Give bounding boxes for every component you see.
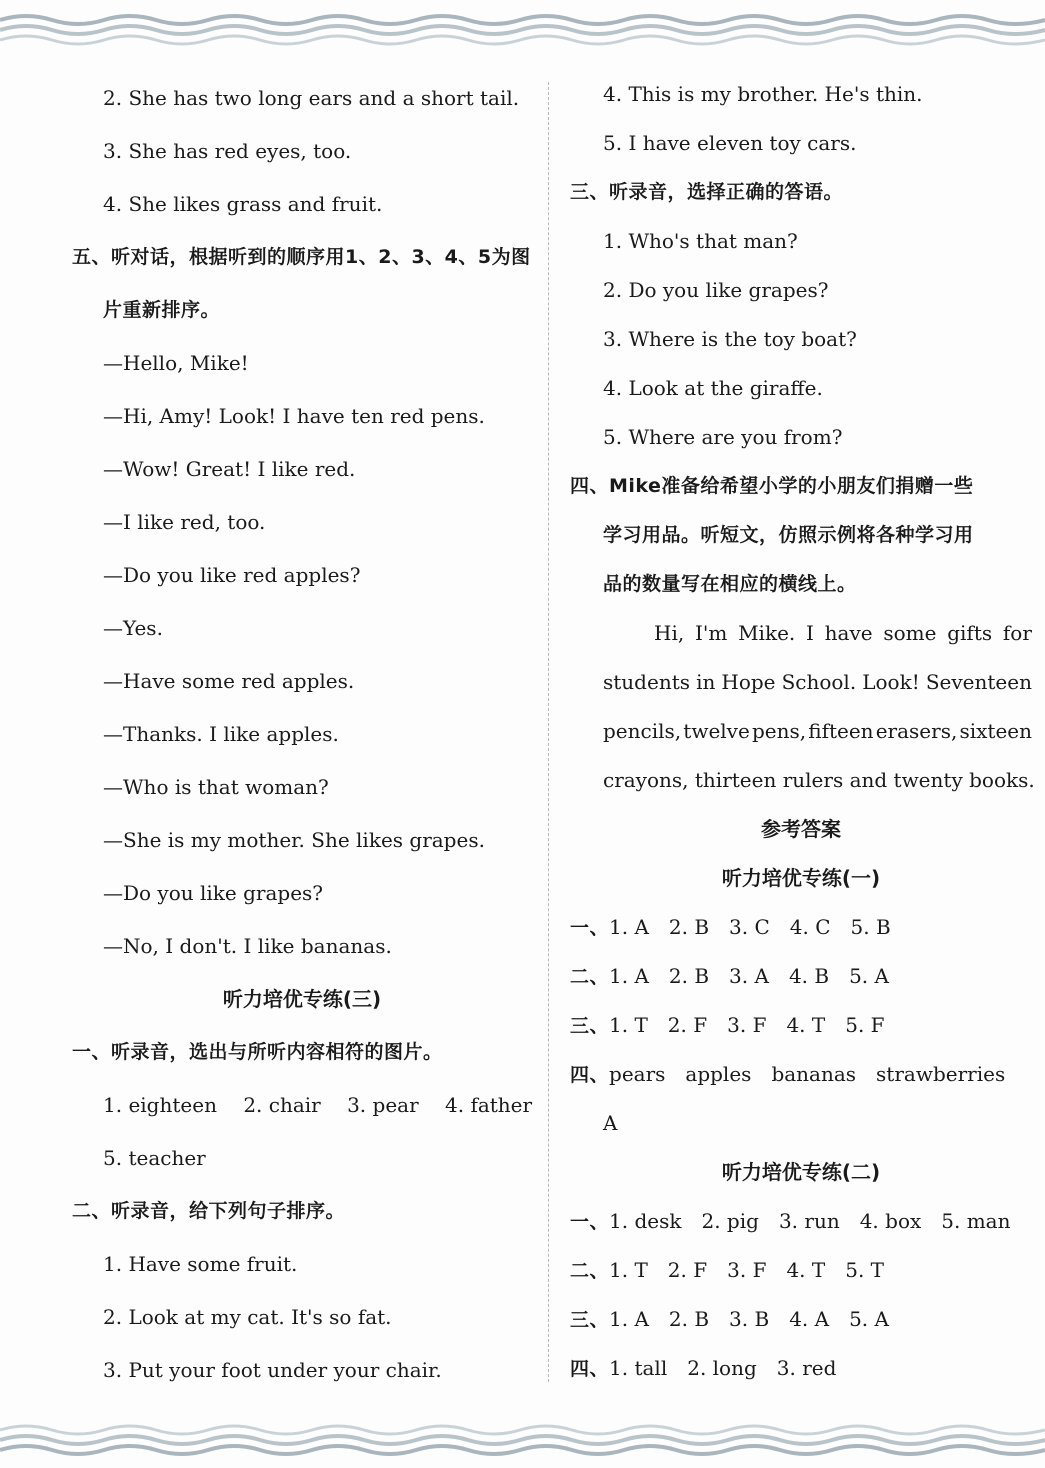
- dialogue-line: —I like red, too.: [103, 510, 266, 534]
- text-line: 2. Look at my cat. It's so fat.: [103, 1305, 392, 1329]
- dialogue-line: —Who is that woman?: [103, 775, 329, 799]
- text-line: 2. She has two long ears and a short tail.: [103, 86, 520, 110]
- text-line: 4. This is my brother. He's thin.: [603, 82, 923, 106]
- passage-word: students: [603, 670, 691, 694]
- answer-item: 3. pear: [347, 1093, 419, 1117]
- section-title: 听力培优专练(三): [222, 987, 382, 1011]
- section-title: 听力培优专练(二): [721, 1160, 881, 1184]
- passage-line: crayons, thirteen rulers and twenty books.: [603, 768, 1035, 792]
- answer-row: [72, 1079, 532, 1132]
- answer-item: 1. tall: [609, 1356, 668, 1380]
- answer-row: [570, 1001, 1032, 1050]
- passage-word: Seventeen: [925, 670, 1032, 694]
- answer-item: 1. eighteen: [103, 1093, 217, 1117]
- text-line: 3. She has red eyes, too.: [103, 139, 352, 163]
- question-heading: 一、听录音，选出与所听内容相符的图片。: [72, 1041, 443, 1063]
- passage-word: sixteen: [959, 719, 1032, 743]
- passage-word: gifts: [947, 621, 993, 645]
- text-line: 1. Who's that man?: [603, 229, 798, 253]
- question-heading: 片重新排序。: [103, 299, 221, 321]
- text-line: 2. Do you like grapes?: [603, 278, 829, 302]
- text-line: 4. Look at the giraffe.: [603, 376, 823, 400]
- row-label: 二、: [570, 1260, 610, 1282]
- column-divider: [548, 82, 549, 1382]
- passage-word: in: [696, 670, 716, 694]
- passage-word: for: [1002, 621, 1032, 645]
- answer-item: 2. B: [668, 1307, 710, 1331]
- dialogue-line: —Yes.: [103, 616, 163, 640]
- answer-item: 4. A: [789, 1307, 830, 1331]
- answer-item: 3. B: [729, 1307, 770, 1331]
- answer-item: 5. teacher: [103, 1146, 206, 1170]
- passage-word: pens,: [751, 719, 807, 743]
- answer-row: [570, 903, 1032, 952]
- answer-item: pears: [609, 1062, 666, 1086]
- row-label: 一、: [570, 1211, 610, 1233]
- answer-row: [570, 1344, 1032, 1393]
- dialogue-line: —Wow! Great! I like red.: [103, 457, 356, 481]
- answer-item: 5. A: [849, 1307, 889, 1331]
- answer-item: 4. box: [859, 1209, 922, 1233]
- answer-item: 2. F: [667, 1258, 708, 1282]
- answer-item: 5. man: [941, 1209, 1011, 1233]
- answer-item: 5. T: [845, 1258, 885, 1282]
- passage-word: pencils,: [603, 719, 682, 743]
- answer-item: 2. long: [687, 1356, 757, 1380]
- dialogue-line: —Hi, Amy! Look! I have ten red pens.: [103, 404, 485, 428]
- passage-word: have: [824, 621, 873, 645]
- answer-item: apples: [685, 1062, 752, 1086]
- passage-word: erasers,: [875, 719, 958, 743]
- answer-item: bananas: [771, 1062, 857, 1086]
- answer-item: strawberries: [876, 1062, 1006, 1086]
- answer-item: 2. B: [668, 964, 710, 988]
- answer-item: 5. F: [845, 1013, 885, 1037]
- passage-word: School.: [781, 670, 857, 694]
- passage-line: [570, 658, 1032, 707]
- row-label: 四、: [570, 1064, 610, 1086]
- dialogue-line: —Do you like grapes?: [103, 881, 324, 905]
- row-label: 一、: [570, 917, 610, 939]
- answer-item: 3. red: [776, 1356, 837, 1380]
- question-heading: 二、听录音，给下列句子排序。: [72, 1200, 346, 1222]
- answer-item: 1. T: [609, 1258, 648, 1282]
- answer-item: 1. T: [609, 1013, 648, 1037]
- passage-word: Hope: [721, 670, 776, 694]
- answer-item: 3. C: [729, 915, 770, 939]
- answer-item: 2. chair: [243, 1093, 321, 1117]
- row-label: 四、: [570, 1358, 610, 1380]
- text-line: 1. Have some fruit.: [103, 1252, 298, 1276]
- question-heading: 学习用品。听短文，仿照示例将各种学习用: [603, 524, 974, 546]
- answer-item: 3. run: [778, 1209, 840, 1233]
- answer-item: 4. C: [789, 915, 831, 939]
- answer-item: 3. F: [727, 1013, 767, 1037]
- text-line: 5. Where are you from?: [603, 425, 843, 449]
- answer-item: 1. A: [609, 915, 649, 939]
- bottom-wave-border: [0, 1420, 1045, 1460]
- answers-title: 参考答案: [761, 817, 841, 841]
- answer-row: [570, 1050, 1032, 1099]
- passage-word: twelve: [683, 719, 750, 743]
- answer-item: 5. B: [850, 915, 891, 939]
- answer-row: [570, 952, 1032, 1001]
- dialogue-line: —Thanks. I like apples.: [103, 722, 339, 746]
- answer-row: [570, 1246, 1032, 1295]
- dialogue-line: —No, I don't. I like bananas.: [103, 934, 392, 958]
- passage-line: [570, 707, 1032, 756]
- section-title: 听力培优专练(一): [721, 866, 881, 890]
- row-label: 三、: [570, 1309, 610, 1331]
- answer-item: 2. F: [667, 1013, 708, 1037]
- passage-word: Hi,: [654, 621, 685, 645]
- text-line: 3. Where is the toy boat?: [603, 327, 857, 351]
- answer-item: 1. desk: [609, 1209, 682, 1233]
- question-heading: 三、听录音，选择正确的答语。: [570, 181, 844, 203]
- text-line: 3. Put your foot under your chair.: [103, 1358, 442, 1382]
- dialogue-line: —Have some red apples.: [103, 669, 355, 693]
- passage-line: [570, 609, 1032, 658]
- question-heading: 五、听对话，根据听到的顺序用1、2、3、4、5为图: [72, 246, 531, 268]
- answer-item: 2. pig: [701, 1209, 759, 1233]
- dialogue-line: —Do you like red apples?: [103, 563, 361, 587]
- passage-word: I'm: [694, 621, 728, 645]
- answer-item: 4. B: [788, 964, 830, 988]
- answer-item: A: [603, 1111, 618, 1135]
- answer-item: 1. A: [609, 964, 649, 988]
- dialogue-line: —Hello, Mike!: [103, 351, 249, 375]
- question-heading: 四、Mike准备给希望小学的小朋友们捐赠一些: [570, 475, 974, 497]
- answer-item: 1. A: [609, 1307, 649, 1331]
- dialogue-line: —She is my mother. She likes grapes.: [103, 828, 485, 852]
- passage-word: Look!: [862, 670, 920, 694]
- answer-row: [570, 1295, 1032, 1344]
- question-heading: 品的数量写在相应的横线上。: [603, 573, 857, 595]
- answer-item: 2. B: [668, 915, 710, 939]
- text-line: 4. She likes grass and fruit.: [103, 192, 383, 216]
- answer-item: 4. T: [786, 1013, 826, 1037]
- passage-word: some: [883, 621, 937, 645]
- answer-item: 5. A: [849, 964, 889, 988]
- answer-item: 4. T: [786, 1258, 826, 1282]
- right-column: [570, 70, 1035, 1393]
- top-wave-border: [0, 10, 1045, 50]
- left-column: [72, 72, 532, 1397]
- answer-item: 3. A: [729, 964, 769, 988]
- row-label: 二、: [570, 966, 610, 988]
- answer-row: [570, 1197, 1032, 1246]
- passage-word: Mike.: [738, 621, 796, 645]
- answer-item: 4. father: [445, 1093, 533, 1117]
- passage-word: fifteen: [808, 719, 874, 743]
- answer-item: 3. F: [727, 1258, 767, 1282]
- passage-word: I: [806, 621, 814, 645]
- text-line: 5. I have eleven toy cars.: [603, 131, 857, 155]
- row-label: 三、: [570, 1015, 610, 1037]
